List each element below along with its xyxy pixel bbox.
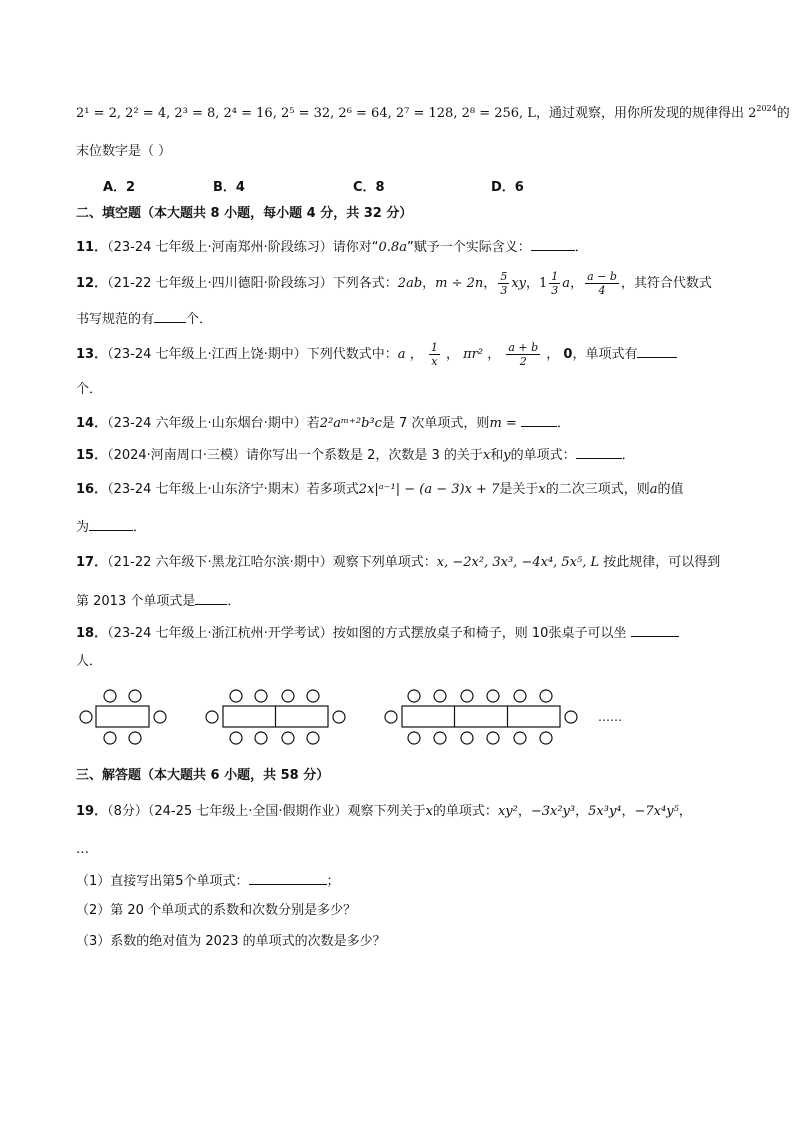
q10-option-b: B．4 — [213, 180, 245, 195]
q19-term-1: xy² — [497, 804, 518, 819]
q12-line2-text: 书写规范的有 — [76, 312, 155, 327]
q13-tail: ，单项式有 — [572, 347, 638, 362]
chair-circle — [282, 732, 294, 744]
q19-x: x — [425, 804, 433, 819]
q13-expr-3: 0 — [563, 347, 573, 362]
q12-tail: ，其符合代数式 — [620, 276, 712, 291]
q17-answer-blank[interactable] — [195, 590, 227, 605]
q16-text-c: 的二次三项式，则 — [545, 482, 650, 497]
q15-y: y — [503, 448, 511, 463]
chair-circle — [333, 711, 345, 723]
q16-text-d: 的值 — [657, 482, 684, 497]
q11-answer-blank[interactable] — [531, 236, 575, 251]
q16-number: 16． — [76, 482, 108, 497]
q18-line2: 人． — [76, 654, 103, 669]
q16-answer-blank[interactable] — [89, 516, 133, 531]
chair-circle — [230, 690, 242, 702]
q16-expr: 2x|ᵃ⁻¹| − (a − 3)x + 7 — [358, 482, 500, 497]
q12-line2 — [76, 308, 212, 330]
q16-x: x — [538, 482, 546, 497]
q18-answer-blank[interactable] — [631, 622, 679, 637]
chair-circle — [307, 732, 319, 744]
q18-table-figure — [0, 680, 794, 750]
q13-frac-2 — [506, 341, 540, 368]
q16-line2-text: 为 — [76, 520, 90, 535]
q15 — [76, 444, 635, 466]
chair-circle — [104, 690, 116, 702]
q14-answer-blank[interactable] — [521, 412, 557, 427]
q12-answer-blank[interactable] — [154, 308, 186, 323]
q10-option-c: C．8 — [353, 180, 385, 195]
q14-expr: 2²aᵐ⁺²b³c — [319, 416, 382, 431]
q19-number: 19． — [76, 804, 108, 819]
chair-circle — [154, 711, 166, 723]
q15-and: 和 — [490, 448, 504, 463]
q14-text-a: 若 — [306, 416, 320, 431]
q17-source: （21-22 六年级下·黑龙江哈尔滨·期中） — [107, 555, 333, 570]
q17 — [76, 553, 720, 573]
q12-source: （21-22 七年级上·四川德阳·阶段练习） — [107, 276, 333, 291]
chair-circle — [255, 732, 267, 744]
chair-circle — [385, 711, 397, 723]
q15-text-b: 的单项式： — [510, 448, 576, 463]
q17-end: ． — [227, 594, 241, 609]
q12-frac-3 — [585, 270, 619, 297]
q12-frac-1 — [498, 270, 509, 297]
q18-source: （23-24 七年级上·浙江杭州·开学考试） — [107, 626, 333, 641]
q19-text-b: 的单项式： — [432, 804, 498, 819]
q15-number: 15． — [76, 448, 108, 463]
q16-text-a: 若多项式 — [306, 482, 359, 497]
section2-title: 二、填空题（本大题共 8 小题，每小题 4 分，共 32 分） — [76, 206, 413, 221]
q19-term-2: −3x²y³ — [530, 804, 576, 819]
q14 — [76, 412, 570, 434]
q13-frac-1-den: x — [431, 355, 438, 368]
q10-option-d: D．6 — [491, 180, 524, 195]
q19-sub1-end: ； — [326, 874, 340, 889]
q19-sub3: （3）系数的绝对值为 2023 的单项式的次数是多少？ — [76, 934, 386, 949]
q17-line2 — [76, 590, 240, 612]
chair-circle — [434, 690, 446, 702]
q15-source: （2024·河南周口·三模） — [107, 448, 246, 463]
q11-number: 11． — [76, 240, 108, 255]
chair-circle — [514, 690, 526, 702]
q11 — [76, 236, 588, 258]
q19-sub1 — [76, 870, 340, 892]
q13-source: （23-24 七年级上·江西上饶·期中） — [107, 347, 307, 362]
q19-continuation: … — [76, 842, 89, 857]
q13-number: 13． — [76, 347, 108, 362]
q13-frac-2-den: 2 — [519, 355, 527, 368]
q11-text-b: ”赋予一个实际含义： — [406, 240, 531, 255]
q12-line2-end: 个． — [186, 312, 213, 327]
q18 — [76, 622, 679, 644]
q19-text: 观察下列关于 — [347, 804, 426, 819]
q14-end: ． — [556, 416, 570, 431]
q17-text-b: 按此规律，可以得到 — [603, 555, 721, 570]
chair-circle — [255, 690, 267, 702]
chair-circle — [282, 690, 294, 702]
chair-circle — [461, 690, 473, 702]
q12-frac-2-num: 1 — [551, 270, 559, 283]
q18-text: 按如图的方式摆放桌子和椅子，则 10张桌子可以坐 — [332, 626, 627, 641]
chair-circle — [487, 690, 499, 702]
chair-circle — [129, 732, 141, 744]
q15-answer-blank[interactable] — [576, 444, 622, 459]
figure-ellipsis: …… — [598, 710, 622, 724]
q13-frac-1 — [429, 341, 440, 368]
chair-circle — [104, 732, 116, 744]
chair-circle — [514, 732, 526, 744]
q17-line2-text: 第 2013 个单项式是 — [76, 594, 196, 609]
q10-base: 2 — [748, 106, 757, 121]
q16 — [76, 480, 684, 500]
q19: 19．（8分）（24-25 七年级上·全国·假期作业）观察下列关于x的单项式：xy²，−3x²y³，5x³y⁴，−7x⁴y⁵， — [76, 804, 692, 819]
q19-term-3: 5x³y⁴ — [588, 804, 622, 819]
chair-circle — [540, 690, 552, 702]
q14-var: m = — [489, 416, 517, 431]
chair-circle — [408, 732, 420, 744]
chair-circle — [80, 711, 92, 723]
q10-option-a: A．2 — [103, 180, 136, 195]
q12: 12．（21-22 七年级上·四川德阳·阶段练习）下列各式：2ab，m ÷ 2n， $\frac{5}{3}$ xy，1 $\frac{1}{3}$ a， $\frac{a - b}{4}$ ，其符合代数式 — [76, 270, 712, 297]
q11-expr: 0.8a — [378, 240, 407, 255]
q11-source: （23-24 七年级上·河南郑州·阶段练习） — [107, 240, 333, 255]
q13-frac-2-num: a + b — [508, 341, 539, 354]
q14-text-b: 是 7 次单项式，则 — [381, 416, 490, 431]
q19-sub1-text: （1）直接写出第5个单项式： — [76, 874, 249, 889]
q11-end: ． — [574, 240, 588, 255]
q12-frac-2-den: 3 — [551, 284, 559, 297]
q12-expr-4: a — [562, 276, 571, 291]
q11-text-a: 请你对“ — [332, 240, 379, 255]
chair-circle — [307, 690, 319, 702]
q17-text-a: 观察下列单项式： — [332, 555, 437, 570]
q12-frac-1-den: 3 — [500, 284, 508, 297]
q16-line2 — [76, 516, 146, 538]
q12-number: 12． — [76, 276, 108, 291]
q19-sub2: （2）第 20 个单项式的系数和次数分别是多少？ — [76, 903, 357, 918]
q17-expr: x, −2x², 3x³, −4x⁴, 5x⁵, L — [436, 555, 600, 570]
chair-circle — [129, 690, 141, 702]
q12-expr-1: 2ab — [397, 276, 423, 291]
q12-intro: 下列各式： — [332, 276, 398, 291]
q16-a: a — [649, 482, 658, 497]
q10-tail: 的 — [776, 106, 790, 121]
q12-frac-3-num: a − b — [587, 270, 617, 283]
q12-expr-2: m ÷ 2n — [435, 276, 484, 291]
q12-frac-2 — [549, 270, 560, 297]
q10-suffix: ，通过观察，用你所发现的规律得出 — [535, 106, 744, 121]
q16-text-b: 是关于 — [499, 482, 539, 497]
q16-end: ． — [133, 520, 147, 535]
table-rect — [96, 706, 149, 727]
chair-circle — [540, 732, 552, 744]
q15-x: x — [482, 448, 491, 463]
q12-frac-1-num: 5 — [500, 270, 508, 283]
q12-mixed-int: 1 — [539, 276, 548, 291]
q14-source: （23-24 六年级上·山东烟台·期中） — [107, 416, 307, 431]
q13-answer-blank[interactable] — [637, 343, 677, 358]
q16-source: （23-24 七年级上·山东济宁·期末） — [107, 482, 307, 497]
q10-line2: 末位数字是（ ） — [76, 144, 172, 159]
chair-circle — [461, 732, 473, 744]
q13-line2: 个． — [76, 382, 103, 397]
q12-expr-3: xy — [511, 276, 526, 291]
q13-expr-1: a — [397, 347, 406, 362]
chair-circle — [230, 732, 242, 744]
q15-text: 请你写出一个系数是 2，次数是 3 的关于 — [245, 448, 483, 463]
chair-circle — [565, 711, 577, 723]
q10-power: 2024 — [756, 104, 777, 113]
q12-frac-3-den: 4 — [598, 284, 606, 297]
q10-line1 — [76, 104, 790, 124]
chair-circle — [206, 711, 218, 723]
q10-powers: 2¹ = 2, 2² = 4, 2³ = 8, 2⁴ = 16, 2⁵ = 32, 2⁶ = 64, 2⁷ = 128, 2⁸ = 256, L — [76, 106, 536, 121]
section3-title: 三、解答题（本大题共 6 小题，共 58 分） — [76, 768, 330, 783]
q15-end: ． — [621, 448, 635, 463]
chair-circle — [408, 690, 420, 702]
q17-number: 17． — [76, 555, 108, 570]
q19-term-4: −7x⁴y⁵ — [634, 804, 679, 819]
q13: 13．（23-24 七年级上·江西上饶·期中）下列代数式中：a ， $\frac{1}{x}$ ， πr² ， $\frac{a + b}{2}$ ， 0，单项式有 — [76, 340, 677, 370]
q13-expr-2: πr² — [463, 347, 484, 362]
q13-frac-1-num: 1 — [430, 341, 438, 354]
q19-source: （24-25 七年级上·全国·假期作业） — [147, 804, 348, 819]
q19-sub1-blank[interactable] — [249, 870, 327, 885]
q18-number: 18． — [76, 626, 108, 641]
table-rect — [402, 706, 560, 727]
q19-score: （8分） — [107, 804, 148, 819]
q13-intro: 下列代数式中： — [306, 347, 398, 362]
chair-circle — [487, 732, 499, 744]
chair-circle — [434, 732, 446, 744]
q14-number: 14． — [76, 416, 108, 431]
